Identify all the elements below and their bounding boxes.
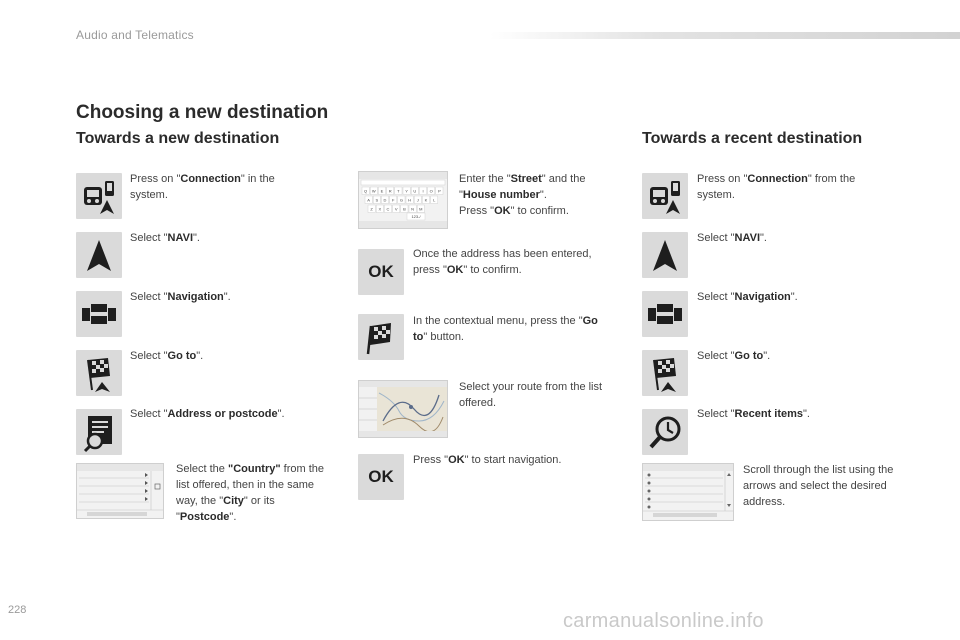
keyboard-key-label: W [371, 188, 376, 194]
keyboard-key-label: I [422, 188, 424, 194]
keyboard-key-label: P [438, 188, 441, 194]
right-step-5-text: Select "Recent items". [697, 408, 810, 420]
recent-connection-icon [642, 173, 688, 219]
left-step-6-text: Select the "Country" from the list offered, then in the same way, the "City" or its "Postcode". [176, 463, 324, 523]
keyboard-key-label: F [391, 197, 395, 203]
left-section-title: Towards a new destination [76, 130, 280, 147]
keyboard-numeric-label: 123-/ [411, 214, 421, 219]
go-to-flag-icon [76, 350, 122, 396]
header-rule [490, 32, 960, 39]
recent-navi-icon [642, 232, 688, 278]
navi-icon [76, 232, 122, 278]
keyboard-key-label: M [419, 206, 423, 212]
ok-start-navigation-icon: OK [358, 454, 404, 500]
keyboard-key-label: O [429, 188, 433, 194]
route-map-screenshot [358, 380, 448, 438]
keyboard-key-label: B [403, 206, 406, 212]
keyboard-key-label: S [375, 197, 379, 203]
keyboard-key-label: Q [364, 188, 368, 194]
navigation-menu-icon [76, 291, 122, 337]
right-step-3-text: Select "Navigation". [697, 291, 798, 303]
keyboard-key-label: E [380, 188, 384, 194]
middle-step-4-text: Select your route from the list offered. [459, 381, 603, 409]
keyboard-key-label: Z [370, 206, 373, 212]
keyboard-screenshot [358, 171, 448, 229]
right-step-6-text: Scroll through the list using the arrows and select the desired address. [743, 464, 894, 508]
keyboard-key-label: X [378, 206, 382, 212]
keyboard-key-label: H [408, 197, 412, 203]
keyboard-key-label: V [394, 206, 398, 212]
keyboard-key-label: K [424, 197, 428, 203]
left-step-5-text: Select "Address or postcode". [130, 408, 285, 420]
right-step-1-text: Press on "Connection" from the system. [697, 173, 856, 201]
keyboard-key-label: J [416, 197, 419, 203]
country-list-screenshot [76, 463, 164, 519]
right-step-4-text: Select "Go to". [697, 350, 771, 362]
keyboard-key-label: G [399, 197, 403, 203]
page-number: 228 [8, 604, 27, 616]
left-step-1-text: Press on "Connection" in the system. [130, 173, 275, 201]
recent-navigation-menu-icon [642, 291, 688, 337]
keyboard-key-label: D [383, 197, 387, 203]
middle-step-3-text: In the contextual menu, press the "Go to" button. [413, 315, 598, 343]
go-to-button-icon [358, 314, 404, 360]
left-step-3-text: Select "Navigation". [130, 291, 231, 303]
ok-button-icon: OK [358, 249, 404, 295]
middle-step-2-text: Once the address has been entered, press "OK" to confirm. [413, 248, 592, 276]
connection-icon [76, 173, 122, 219]
keyboard-key-label: U [413, 188, 417, 194]
address-search-icon [76, 409, 122, 455]
header-section-title: Audio and Telematics [76, 28, 194, 42]
keyboard-key-label: C [386, 206, 390, 212]
right-section-title: Towards a recent destination [642, 130, 863, 147]
keyboard-key-label: Y [405, 188, 408, 194]
middle-step-5-text: Press "OK" to start navigation. [413, 454, 562, 466]
watermark: carmanualsonline.info [563, 610, 764, 632]
keyboard-key-label: T [397, 188, 400, 194]
recent-items-icon [642, 409, 688, 455]
keyboard-key-label: R [388, 188, 392, 194]
right-step-2-text: Select "NAVI". [697, 232, 767, 244]
left-step-4-text: Select "Go to". [130, 350, 204, 362]
recent-list-screenshot [642, 463, 734, 521]
keyboard-key-label: N [411, 206, 415, 212]
keyboard-key-label: A [367, 197, 370, 203]
keyboard-key-label: L [433, 197, 436, 203]
recent-go-to-flag-icon [642, 350, 688, 396]
left-step-2-text: Select "NAVI". [130, 232, 200, 244]
page-title: Choosing a new destination [76, 102, 329, 123]
middle-step-1-text: Enter the "Street" and the "House number". Press "OK" to confirm. [459, 173, 586, 217]
